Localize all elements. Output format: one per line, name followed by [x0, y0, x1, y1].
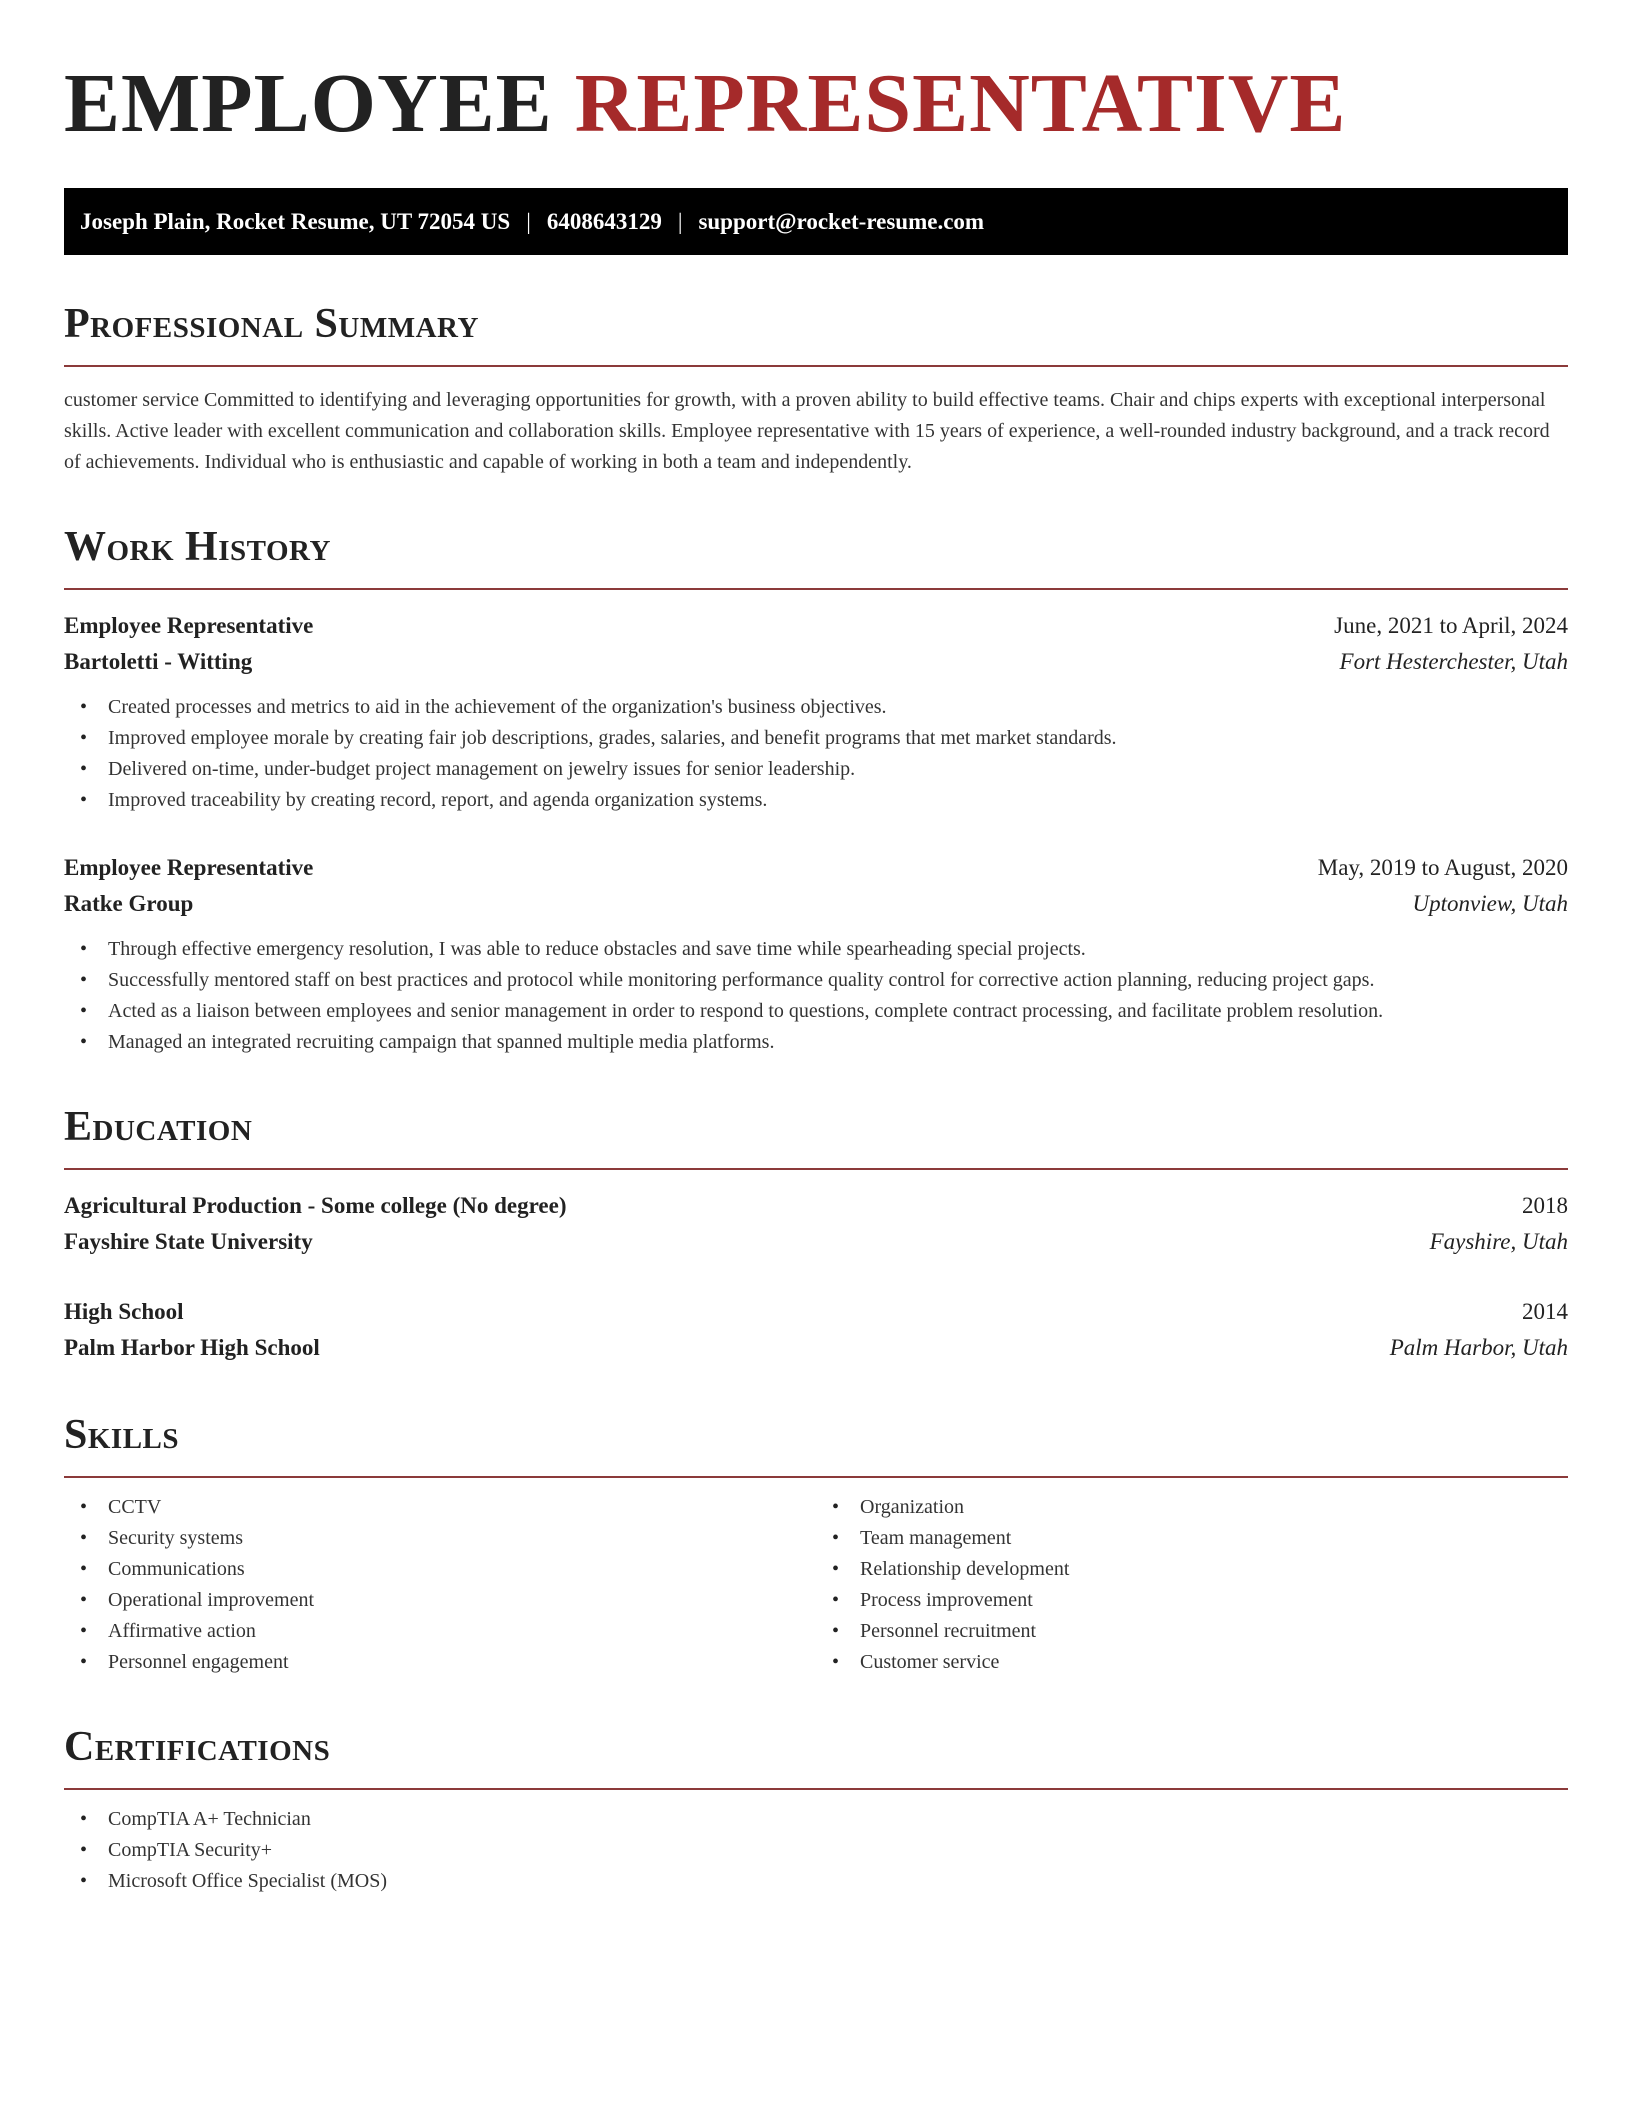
list-item: • Managed an integrated recruiting campaign that spanned multiple media platforms.	[64, 1027, 1568, 1058]
certification-item: • CompTIA A+ Technician	[64, 1804, 1568, 1835]
job-bullets	[64, 692, 1568, 816]
education-school-row	[64, 1224, 1568, 1260]
skill-item: • Personnel recruitment	[816, 1616, 1568, 1647]
list-item: • Improved traceability by creating record, report, and agenda organization systems.	[64, 785, 1568, 816]
job-company: Bartoletti - Witting	[64, 649, 253, 674]
job-dates: June, 2021 to April, 2024	[1334, 613, 1568, 638]
skill-item: • Customer service	[816, 1647, 1568, 1678]
job-title: Employee Representative	[64, 613, 314, 638]
skill-item: • Communications	[64, 1554, 816, 1585]
skill-item: • Operational improvement	[64, 1585, 816, 1616]
contact-phone: 6408643129	[546, 208, 662, 234]
list-item: • Acted as a liaison between employees and senior management in order to respond to questions, complete contract processing, and facilitate problem resolution.	[64, 996, 1568, 1027]
education-school-row	[64, 1330, 1568, 1366]
job-bullets	[64, 934, 1568, 1058]
list-item: • Through effective emergency resolution, I was able to reduce obstacles and save time while spearheading special projects.	[64, 934, 1568, 965]
section-heading: Professional Summary	[64, 299, 1568, 367]
contact-email: support@rocket-resume.com	[698, 208, 985, 234]
job-header-row	[64, 608, 1568, 644]
job-location: Fort Hesterchester, Utah	[1339, 649, 1568, 674]
job-company: Ratke Group	[64, 891, 194, 916]
list-item: • Created processes and metrics to aid in the achievement of the organization's business objectives.	[64, 692, 1568, 723]
section-heading: Skills	[64, 1410, 1568, 1478]
section-heading: Education	[64, 1102, 1568, 1170]
skill-item: • Relationship development	[816, 1554, 1568, 1585]
education-location: Palm Harbor, Utah	[1389, 1335, 1568, 1360]
certification-item: • CompTIA Security+	[64, 1835, 1568, 1866]
professional-summary-section	[64, 299, 1568, 478]
education-school: Fayshire State University	[64, 1229, 313, 1254]
contact-bar	[64, 188, 1568, 255]
summary-text: customer service Committed to identifying and leveraging opportunities for growth, with a proven ability to build effective teams. Chair and chips experts with exceptional interpersonal skills. Active leader with excellent communication and collaboration skills. Employee representative with 15 years of experience, a well-rounded industry background, and a track record of achievements. Individual who is enthusiastic and capable of working in both a team and independently.	[64, 389, 1550, 473]
section-heading: Certifications	[64, 1722, 1568, 1790]
job-title: Employee Representative	[64, 855, 314, 880]
education-year: 2014	[1522, 1299, 1568, 1324]
education-degree-row	[64, 1294, 1568, 1330]
education-degree: Agricultural Production - Some college (No degree)	[64, 1193, 567, 1218]
skills-column-left	[64, 1492, 816, 1678]
education-degree-row	[64, 1188, 1568, 1224]
skill-item: • Affirmative action	[64, 1616, 816, 1647]
title-word-1: EMPLOYEE	[64, 57, 553, 150]
education-school: Palm Harbor High School	[64, 1335, 320, 1360]
work-history-section	[64, 522, 1568, 1058]
skill-item: • Process improvement	[816, 1585, 1568, 1616]
skills-column-right	[816, 1492, 1568, 1678]
certification-item: • Microsoft Office Specialist (MOS)	[64, 1866, 1568, 1897]
skill-item: • Security systems	[64, 1523, 816, 1554]
job-entry	[64, 850, 1568, 1058]
education-section	[64, 1102, 1568, 1366]
contact-separator: |	[677, 208, 683, 234]
skill-item: • Team management	[816, 1523, 1568, 1554]
resume-title	[64, 56, 1568, 152]
education-location: Fayshire, Utah	[1429, 1229, 1568, 1254]
certification-list	[64, 1804, 1568, 1897]
education-entry	[64, 1294, 1568, 1366]
list-item: • Delivered on-time, under-budget project management on jewelry issues for senior leadership.	[64, 754, 1568, 785]
job-company-row	[64, 886, 1568, 922]
education-entry	[64, 1188, 1568, 1260]
skills-grid	[64, 1492, 1568, 1678]
section-heading: Work History	[64, 522, 1568, 590]
title-word-2: REPRESENTATIVE	[574, 57, 1347, 150]
skill-item: • Organization	[816, 1492, 1568, 1523]
certifications-section	[64, 1722, 1568, 1897]
job-dates: May, 2019 to August, 2020	[1317, 855, 1568, 880]
job-company-row	[64, 644, 1568, 680]
skill-item: • CCTV	[64, 1492, 816, 1523]
skill-item: • Personnel engagement	[64, 1647, 816, 1678]
list-item: • Successfully mentored staff on best practices and protocol while monitoring performance quality control for corrective action planning, reducing project gaps.	[64, 965, 1568, 996]
education-year: 2018	[1522, 1193, 1568, 1218]
skills-section	[64, 1410, 1568, 1678]
job-entry	[64, 608, 1568, 816]
contact-address: Joseph Plain, Rocket Resume, UT 72054 US	[80, 208, 511, 234]
job-header-row	[64, 850, 1568, 886]
job-location: Uptonview, Utah	[1412, 891, 1568, 916]
education-degree: High School	[64, 1299, 184, 1324]
list-item: • Improved employee morale by creating fair job descriptions, grades, salaries, and benefit programs that met market standards.	[64, 723, 1568, 754]
contact-separator: |	[526, 208, 531, 234]
